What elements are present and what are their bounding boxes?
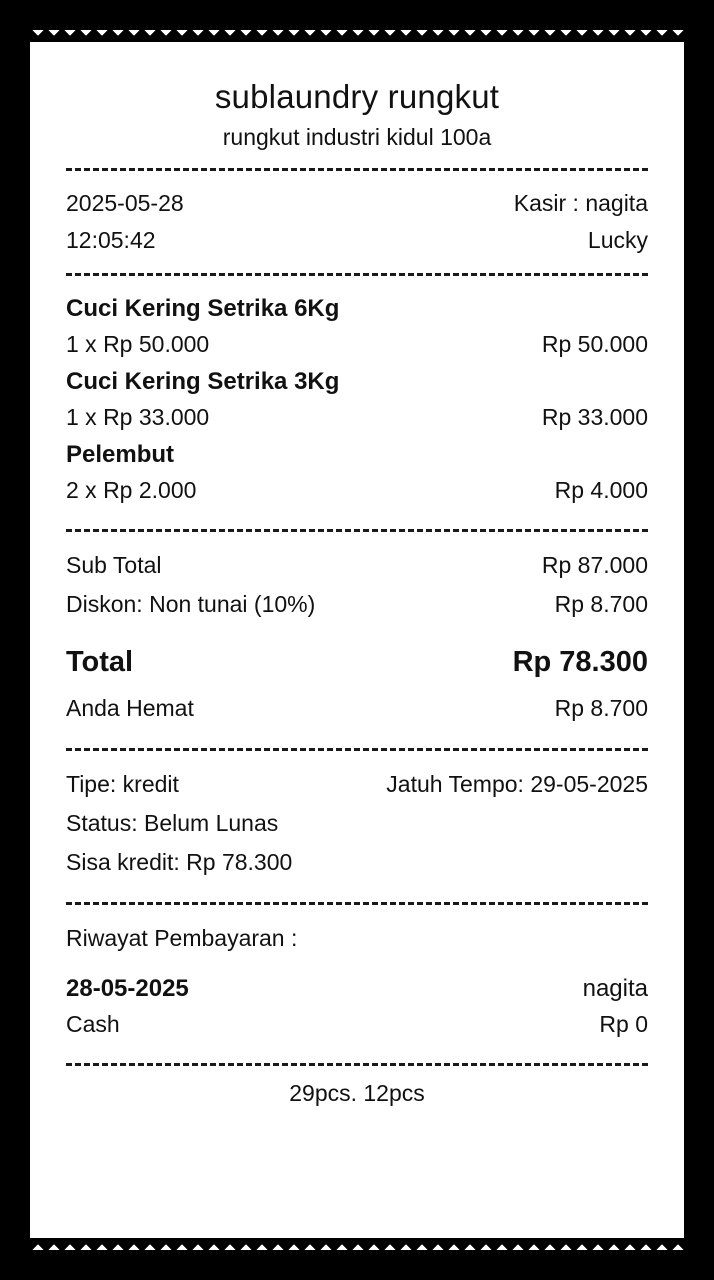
discount-row bbox=[66, 585, 648, 624]
list-item bbox=[66, 363, 648, 436]
credit-status-label: Status: Belum Lunas bbox=[66, 809, 279, 836]
divider-credit bbox=[66, 748, 648, 751]
store-address: rungkut industri kidul 100a bbox=[222, 123, 492, 150]
spacer bbox=[66, 1043, 648, 1049]
item-amount-row bbox=[66, 327, 648, 363]
discount-value: Rp 8.700 bbox=[554, 590, 648, 617]
meta-row-date bbox=[66, 185, 648, 222]
list-item bbox=[66, 436, 648, 509]
item-amount: Rp 33.000 bbox=[541, 404, 648, 431]
discount-label: Diskon: Non tunai (10%) bbox=[66, 590, 316, 617]
spacer bbox=[66, 509, 648, 515]
item-qty-price: 1 x Rp 50.000 bbox=[66, 331, 210, 358]
payment-history-date-row bbox=[66, 970, 648, 1007]
spacer bbox=[66, 882, 648, 888]
spacer bbox=[66, 728, 648, 734]
payment-amount: Rp 0 bbox=[599, 1011, 648, 1038]
transaction-meta bbox=[66, 185, 648, 260]
totals-section bbox=[66, 546, 648, 728]
transaction-date: 2025-05-28 bbox=[66, 189, 184, 216]
total-label: Total bbox=[66, 645, 134, 678]
total-row bbox=[66, 646, 648, 679]
item-amount-row bbox=[66, 400, 648, 436]
credit-section bbox=[66, 765, 648, 882]
credit-type-row bbox=[66, 765, 648, 804]
store-name: sublaundry rungkut bbox=[214, 78, 500, 115]
item-amount: Rp 50.000 bbox=[541, 331, 648, 358]
credit-type-label: Tipe: kredit bbox=[66, 770, 179, 797]
divider-history bbox=[66, 902, 648, 905]
item-name: Pelembut bbox=[66, 440, 175, 468]
total-value: Rp 78.300 bbox=[512, 645, 648, 678]
payment-history-section bbox=[66, 919, 648, 1043]
list-item bbox=[66, 290, 648, 363]
items-list bbox=[66, 290, 648, 508]
payment-method: Cash bbox=[66, 1011, 120, 1038]
item-qty-price: 1 x Rp 33.000 bbox=[66, 404, 210, 431]
receipt-top-edge bbox=[30, 30, 684, 42]
item-amount-row bbox=[66, 473, 648, 509]
credit-due-label: Jatuh Tempo: 29-05-2025 bbox=[386, 770, 648, 797]
credit-remaining-label: Sisa kredit: Rp 78.300 bbox=[66, 848, 293, 875]
payment-history-amount-row bbox=[66, 1007, 648, 1043]
cashier-name: Kasir : nagita bbox=[513, 189, 648, 216]
item-name: Cuci Kering Setrika 6Kg bbox=[66, 295, 340, 323]
receipt-footer-count: 29pcs. 12pcs bbox=[289, 1080, 425, 1106]
meta-row-time bbox=[66, 222, 648, 259]
divider-header bbox=[66, 168, 648, 171]
item-qty-price: 2 x Rp 2.000 bbox=[66, 476, 197, 503]
list-item bbox=[66, 970, 648, 1043]
subtotal-row bbox=[66, 546, 648, 585]
savings-row bbox=[66, 689, 648, 728]
item-amount: Rp 4.000 bbox=[554, 476, 648, 503]
subtotal-label: Sub Total bbox=[66, 551, 162, 578]
divider-items bbox=[66, 273, 648, 276]
transaction-time: 12:05:42 bbox=[66, 226, 156, 253]
receipt-bottom-edge bbox=[30, 1238, 684, 1250]
payment-cashier: nagita bbox=[582, 975, 648, 1003]
subtotal-value: Rp 87.000 bbox=[541, 551, 648, 578]
savings-label: Anda Hemat bbox=[66, 694, 194, 721]
payment-history-title: Riwayat Pembayaran : bbox=[66, 925, 298, 952]
item-name: Cuci Kering Setrika 3Kg bbox=[66, 367, 340, 395]
cashier-name-second-line: Lucky bbox=[587, 226, 648, 253]
receipt-paper bbox=[30, 30, 684, 1250]
divider-totals bbox=[66, 529, 648, 532]
payment-date: 28-05-2025 bbox=[66, 975, 189, 1003]
savings-value: Rp 8.700 bbox=[554, 694, 648, 721]
divider-footer bbox=[66, 1063, 648, 1066]
